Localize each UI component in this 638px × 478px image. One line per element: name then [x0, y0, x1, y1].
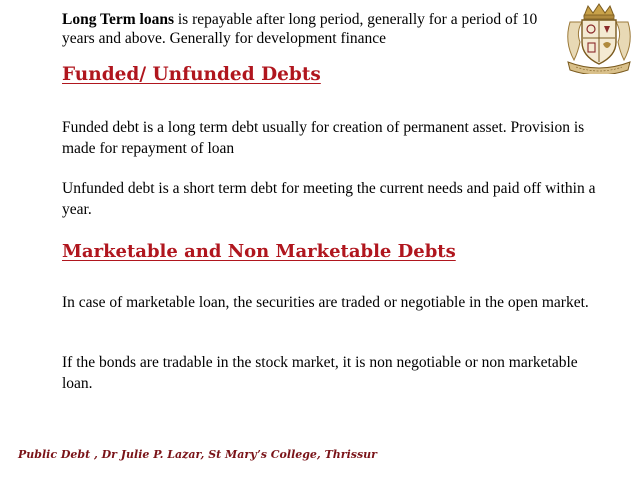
section-heading-funded-unfunded: Funded/ Unfunded Debts — [62, 64, 321, 85]
funded-debt-paragraph: Funded debt is a long term debt usually for creation of permanent asset. Provision is made for repayment of loan — [62, 119, 585, 157]
footer-credit: Public Debt , Dr Julie P. Lazar, St Mary’s College, Thrissur — [18, 448, 377, 461]
marketable-loan-paragraph: In case of marketable loan, the securities are traded or negotiable in the open market. — [62, 294, 589, 311]
unfunded-debt-paragraph: Unfunded debt is a short term debt for meeting the current needs and paid off within a year. — [62, 180, 596, 218]
intro-paragraph — [62, 10, 572, 48]
intro-text: is repayable after long period, generally for a period of 10 years and above. Generally for development finance — [62, 11, 538, 47]
section-heading-marketable: Marketable and Non Marketable Debts — [62, 241, 456, 262]
college-crest-icon — [562, 2, 636, 74]
intro-bold-term: Long Term loans — [62, 11, 174, 28]
non-marketable-loan-paragraph: If the bonds are tradable in the stock market, it is non negotiable or non marketable loan. — [62, 354, 578, 392]
